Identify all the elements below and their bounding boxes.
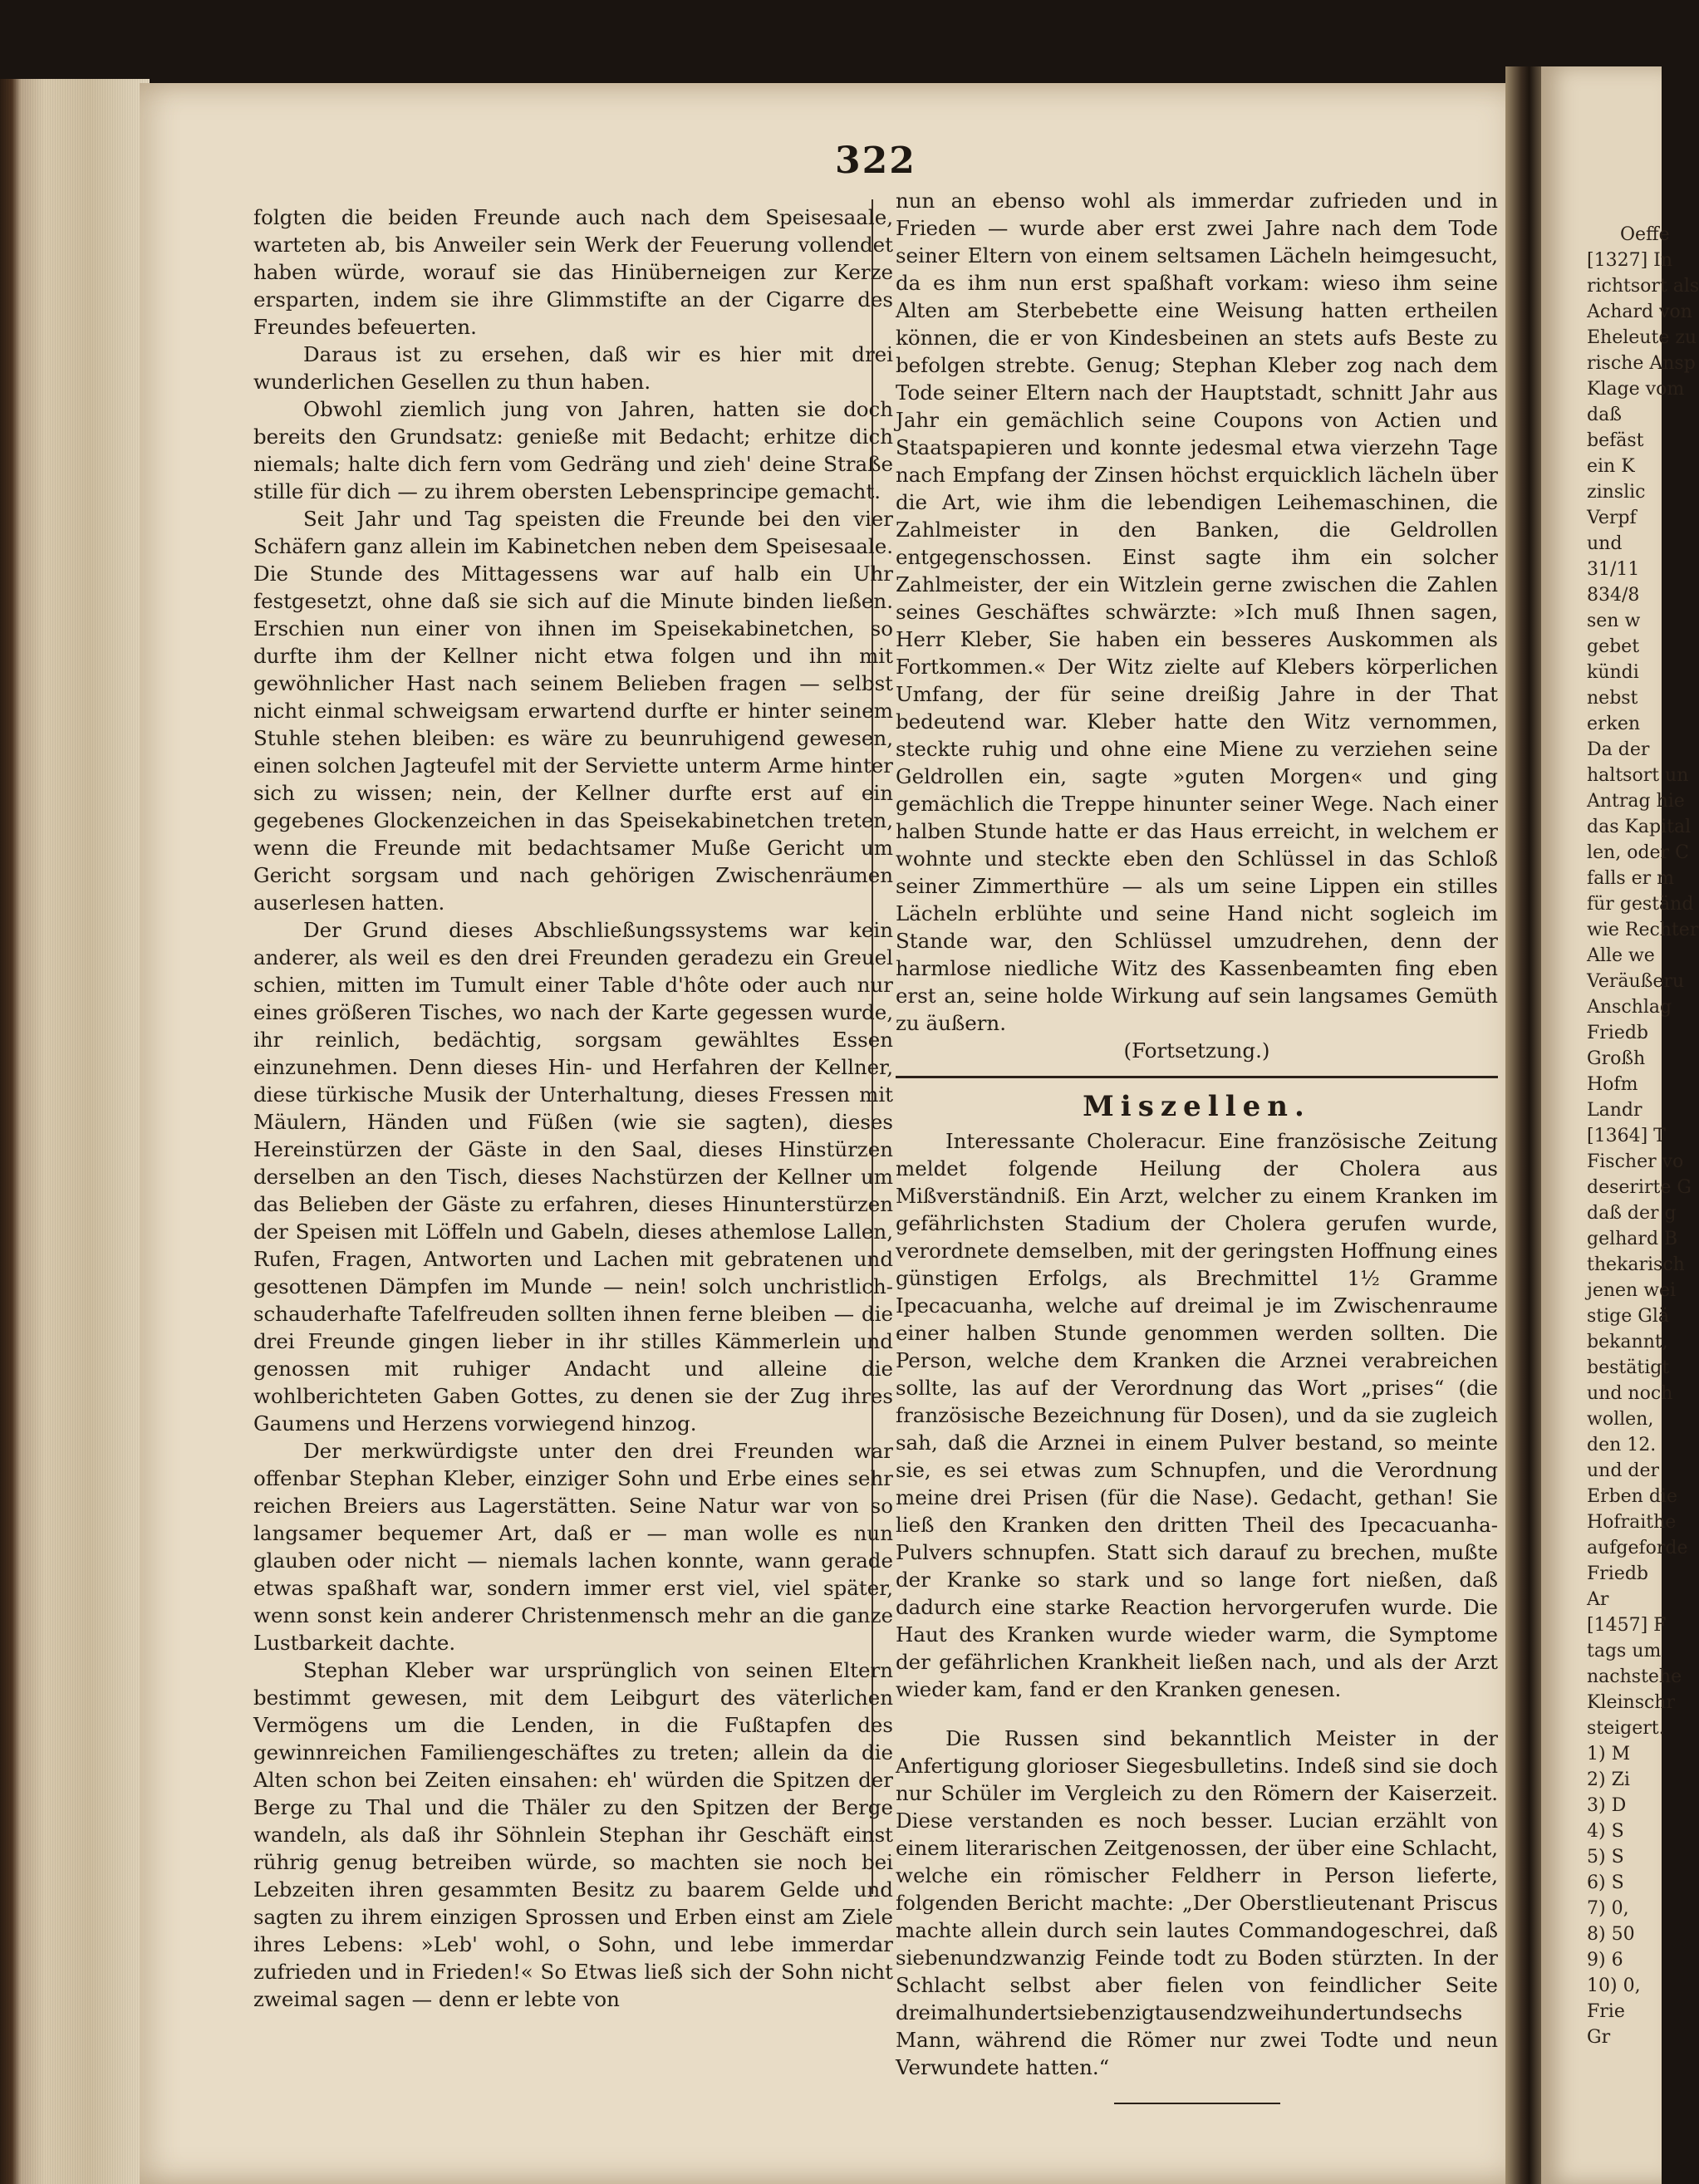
facing-page-line: [1327] In — [1587, 250, 1673, 271]
facing-page-line: falls er m — [1587, 868, 1675, 889]
facing-page-line: 7) 0, — [1587, 1898, 1629, 1919]
facing-page-line: bestätigt — [1587, 1357, 1670, 1378]
facing-page-line: 4) S — [1587, 1821, 1624, 1842]
facing-page-line: bekannt, — [1587, 1332, 1668, 1352]
continuation-note: (Fortsetzung.) — [1123, 1038, 1270, 1063]
facing-page-line: 9) 6 — [1587, 1950, 1623, 1971]
facing-page-line: daß — [1587, 405, 1622, 425]
facing-page-line: wollen, — [1587, 1409, 1654, 1430]
facing-page-line: Verpf — [1587, 508, 1637, 528]
facing-page-line: Kleinschr — [1587, 1692, 1675, 1713]
facing-page-line: rische Ansp — [1587, 353, 1696, 374]
facing-page-line: deserirte G — [1587, 1177, 1692, 1198]
facing-page-line: nebst — [1587, 688, 1638, 709]
facing-page-line: und der — [1587, 1460, 1660, 1481]
left-column — [253, 204, 893, 2013]
facing-page-line: wie Rechter — [1587, 920, 1699, 940]
facing-page-line: Hofraithe — [1587, 1512, 1677, 1533]
facing-page-line: 834/8 — [1587, 585, 1640, 606]
facing-page-line: Eheleute zu — [1587, 327, 1697, 348]
paragraph: Der merkwürdigste unter den drei Freunden war offenbar Stephan Kleber, einziger Sohn und Erbe eines sehr reichen Breiers aus Lagerstätten. Seine Natur war von so langsamer bequemer Art, daß er — man wolle es nun glauben oder nicht — niemals lachen konnte, wann gerade etwas spaßhaft war, sondern immer erst viel, viel später, wenn sonst kein anderer Christenmensch mehr an die ganze Lustbarkeit dachte. — [253, 1439, 893, 1655]
facing-page-line: erken — [1587, 714, 1641, 734]
facing-page-line: sen w — [1587, 611, 1641, 631]
facing-page-line: 1) M — [1587, 1744, 1631, 1764]
facing-page-line: zinslic — [1587, 482, 1646, 503]
right-column — [896, 187, 1498, 2104]
facing-page-line: aufgeforde — [1587, 1538, 1688, 1558]
facing-page-line: richtsort als — [1587, 276, 1699, 297]
facing-page-line: und noch — [1587, 1383, 1673, 1404]
facing-page-line: Hofm — [1587, 1074, 1638, 1095]
facing-page-line: haltsort un — [1587, 765, 1689, 786]
facing-page-line: Landr — [1587, 1100, 1643, 1121]
section-rule — [896, 1076, 1498, 1078]
facing-page-line: Gr — [1587, 2027, 1611, 2048]
facing-page-line: nachstehe — [1587, 1666, 1682, 1687]
facing-page-line: Friedb — [1587, 1023, 1649, 1043]
end-rule — [1114, 2103, 1280, 2104]
facing-page-line: 3) D — [1587, 1795, 1627, 1816]
facing-page-line: gelhard B — [1587, 1229, 1678, 1249]
facing-page-line: Großh — [1587, 1048, 1646, 1069]
facing-page-line: und — [1587, 533, 1623, 554]
facing-page-line: 8) 50 — [1587, 1924, 1635, 1945]
facing-page-line: daß der g — [1587, 1203, 1677, 1224]
facing-page-line: kündi — [1587, 662, 1639, 683]
book-page-edges — [0, 79, 150, 2184]
facing-page-line: 6) S — [1587, 1872, 1624, 1893]
facing-page-line: tags um — [1587, 1641, 1662, 1661]
page-number: 322 — [835, 140, 916, 182]
facing-page-line: Erben die — [1587, 1486, 1677, 1507]
facing-page-fragment — [1541, 66, 1699, 2184]
facing-page-line: gebet — [1587, 636, 1640, 657]
paragraph: Daraus ist zu ersehen, daß wir es hier mit drei wunderlichen Gesellen zu thun haben. — [253, 342, 893, 394]
facing-page-line: Anschlag — [1587, 997, 1672, 1018]
facing-page-line: 2) Zi — [1587, 1769, 1630, 1790]
facing-page-line: befäst — [1587, 430, 1644, 451]
paragraph: nun an ebenso wohl als immerdar zufrieden und in Frieden — wurde aber erst zwei Jahre nach dem Tode seiner Eltern von einem seltsamen Lächeln heimgesucht, da es ihm nun erst spaßhaft vorkam: wieso ihm seine Alten am Sterbebette eine Weisung hatten ertheilen können, die er von Kindesbeinen an stets aufs Beste zu befolgen strebte. Genug; Stephan Kleber zog nach dem Tode seiner Eltern nach der Hauptstadt, schnitt Jahr aus Jahr ein gemächlich seine Coupons von Actien und Staatspapieren und konnte jedesmal etwa vierzehn Tage nach Empfang der Zinsen höchst erquicklich lächeln über die Art, wie ihm die lebendigen Leihemaschinen, die Zahlmeister in den Banken, die Geldrollen entgegenschossen. Einst sagte ihm ein solcher Zahlmeister, der ein Witzlein gerne zwischen die Zahlen seines Geschäftes schwärzte: »Ich muß Ihnen sagen, Herr Kleber, Sie haben ein besseres Auskommen als Fortkommen.« Der Witz zielte auf Klebers körperlichen Umfang, der für seine dreißig Jahre in der That bedeutend war. Kleber hatte den Witz vernommen, steckte ruhig und ohne eine Miene zu verziehen seine Geldrollen ein, sagte »guten Morgen« und ging gemächlich die Treppe hinunter seiner Wege. Nach einer halben Stunde hatte er das Haus erreicht, in welchem er wohnte und steckte eben den Schlüssel in das Schloß seiner Zimmerthüre — als um seine Lippen ein stilles Lächeln erblühte und seine Hand nicht sogleich im Stande war, den Schlüssel umzudrehen, denn der harmlose niedliche Witz des Kassenbeamten fing eben erst an, seine holde Wirkung auf sein langsames Gemüth zu äußern. — [896, 189, 1498, 1035]
paragraph: Stephan Kleber war ursprünglich von seinen Eltern bestimmt gewesen, mit dem Leibgurt des väterlichen Vermögens um die Lenden, in die Fußtapfen des gewinnreichen Familiengeschäftes zu treten; allein da die Alten schon bei Zeiten einsahen: eh' würden die Spitzen der Berge zu Thal und die Thäler zu den Spitzen der Berge wandeln, als daß ihr Söhnlein Stephan ihr Geschäft einst rührig genug betreiben würde, so machten sie noch bei Lebzeiten ihren gesammten Besitz zu baarem Gelde und sagten zu ihrem einzigen Sprossen und Erben einst am Ziele ihres Lebens: »Leb' wohl, o Sohn, und lebe immerdar zufrieden und in Frieden!« So Etwas ließ sich der Sohn nicht zweimal sagen — denn er lebte von — [253, 1658, 893, 2011]
facing-page-line: Frie — [1587, 2001, 1625, 2022]
paragraph: Obwohl ziemlich jung von Jahren, hatten sie doch bereits den Grundsatz: genieße mit Bedacht; erhitze dich niemals; halte dich fern vom Gedräng und zieh' deine Straße stille für dich — zu ihrem obersten Lebensprincipe gemacht. — [253, 397, 893, 503]
facing-page-line: jenen wei — [1587, 1280, 1677, 1301]
facing-page-line: Alle we — [1587, 945, 1655, 966]
paragraph: folgten die beiden Freunde auch nach dem Speisesaale, warteten ab, bis Anweiler sein Werk der Feuerung vollendet haben würde, worauf sie das Hinüberneigen zur Kerze ersparten, indem sie ihre Glimmstifte an der Cigarre des Freundes befeuerten. — [253, 205, 893, 339]
facing-page-line: thekarisch — [1587, 1254, 1685, 1275]
facing-page-line: 5) S — [1587, 1847, 1624, 1867]
facing-page-line: Ar — [1587, 1589, 1609, 1610]
facing-page-line: 31/11 — [1587, 559, 1640, 580]
facing-page-line: len, oder C — [1587, 842, 1689, 863]
facing-page-line: Klage vom — [1587, 379, 1685, 400]
facing-page-line: Veräußeru — [1587, 971, 1685, 992]
facing-page-line: Da der — [1587, 739, 1650, 760]
miszelle-paragraph: Die Russen sind bekanntlich Meister in der Anfertigung glorioser Siegesbulletins. Indeß sind sie doch nur Schüler im Vergleich zu den Römern der Kaiserzeit. Diese verstanden es noch besser. Lucian erzählt von einem literarischen Zeitgenossen, der über eine Schlacht, welche ein römischer Feldherr in Person lieferte, folgenden Bericht machte: „Der Oberstlieutenant Priscus machte allein durch sein lautes Commandogeschrei, daß siebenundzwanzig Feinde todt zu Boden stürzten. In der Schlacht selbst aber fielen von feindlicher Seite dreimalhundertsiebenzigtausendzweihundertundsechs Mann, während die Römer nur zwei Todte und neun Verwundete hatten.“ — [896, 1726, 1498, 2079]
paragraph: Seit Jahr und Tag speisten die Freunde bei den vier Schäfern ganz allein im Kabinetchen neben dem Speisesaale. Die Stunde des Mittagessens war auf halb ein Uhr festgesetzt, ohne daß sie sich auf die Minute binden ließen. Erschien nun einer von ihnen im Speisekabinetchen, so durfte ihm der Kellner nicht etwa folgen und ihn mit gewöhnlicher Hast nach seinem Belieben fragen — selbst nicht einmal schweigsam erwartend durfte er hinter seinem Stuhle stehen bleiben: es wäre zu beunruhigend gewesen, einen solchen Jagteufel mit der Serviette unterm Arme hinter sich zu wissen; nein, der Kellner durfte erst auf ein gegebenes Glockenzeichen in das Speisekabinetchen treten, wenn die Freunde mit bedachtsamer Muße Gericht um Gericht sorgsam und nach gehörigen Zwischenräumen auserlesen hatten. — [253, 507, 893, 915]
facing-page-line: Fischer vo — [1587, 1151, 1684, 1172]
book-gutter — [1505, 66, 1545, 2184]
facing-page-line: Antrag hie — [1587, 791, 1685, 812]
facing-page-line: Oeffe — [1620, 224, 1670, 245]
facing-page-line: Achard von — [1587, 302, 1692, 322]
facing-page-line: Friedb — [1587, 1563, 1649, 1584]
facing-page-line: den 12. — [1587, 1435, 1657, 1455]
facing-page-line: [1364] T — [1587, 1126, 1666, 1146]
facing-page-line: ein K — [1587, 456, 1635, 477]
miszelle-paragraph: Interessante Choleracur. Eine französische Zeitung meldet folgende Heilung der Cholera aus Mißverständniß. Ein Arzt, welcher zu einem Kranken im gefährlichsten Stadium der Cholera gerufen wurde, verordnete demselben, mit der geringsten Hoffnung eines günstigen Erfolgs, als Brechmittel 1½ Gramme Ipecacuanha, welche auf dreimal je im Zwischenraume einer halben Stunde genommen werden sollten. Die Person, welche dem Kranken die Arznei verabreichen sollte, las auf der Verordnung das Wort „prises“ (die französische Bezeichnung für Dosen), und da sie zugleich sah, daß die Arznei in einem Pulver bestand, so meinte sie, es sei etwas zum Schnupfen, und die Verordnung meine drei Prisen (für die Nase). Gedacht, gethan! Sie ließ den Kranken den dritten Theil des Ipecacuanha-Pulvers schnupfen. Statt sich darauf zu brechen, mußte der Kranke so stark und so lange fort nießen, daß dadurch eine starke Reaction hervorgerufen wurde. Die Haut des Kranken wurde wieder warm, die Symptome der gefährlichen Krankheit ließen nach, und als der Arzt wieder kam, fand er den Kranken genesen. — [896, 1129, 1498, 1701]
spacer — [896, 1703, 1498, 1725]
facing-page-line: stige Glä — [1587, 1306, 1669, 1327]
facing-page-line: [1457] F — [1587, 1615, 1667, 1636]
facing-page-line: für geständ — [1587, 894, 1694, 915]
facing-page-line: steigert. — [1587, 1718, 1665, 1739]
paragraph: Der Grund dieses Abschließungssystems war kein anderer, als weil es den drei Freunden geradezu ein Greuel schien, mitten im Tumult einer Table d'hôte oder auch nur eines größeren Tisches, wo nach der Karte gegessen wurde, ihr reinlich, bedächtig, sorgsam gewähltes Essen einzunehmen. Denn dieses Hin- und Herfahren der Kellner, diese türkische Musik der Unterhaltung, dieses Fressen mit Mäulern, Händen und Füßen (wie sie sagten), dieses Hereinstürzen der Gäste in den Saal, dieses Hinstürzen derselben an den Tisch, dieses Nachstürzen der Kellner um das Belieben der Gäste zu erfahren, dieses Hinunterstürzen der Speisen mit Löffeln und Gabeln, dieses athemlose Lallen, Rufen, Fragen, Antworten und Lachen mit gebratenen und gesottenen Dämpfen im Munde — nein! solch unchristlich-schauderhafte Tafelfreuden sollten ihnen ferne bleiben — die drei Freunde gingen lieber in ihr stilles Kämmerlein und genossen mit ruhiger Andacht und alleine die wohlberichteten Gaben Gottes, zu denen sie der Zug ihres Gaumens und Herzens vorwiegend hinzog. — [253, 918, 893, 1436]
section-title: Miszellen. — [1083, 1090, 1311, 1123]
facing-page-line: das Kapital — [1587, 817, 1692, 837]
facing-page-line: 10) 0, — [1587, 1975, 1641, 1996]
